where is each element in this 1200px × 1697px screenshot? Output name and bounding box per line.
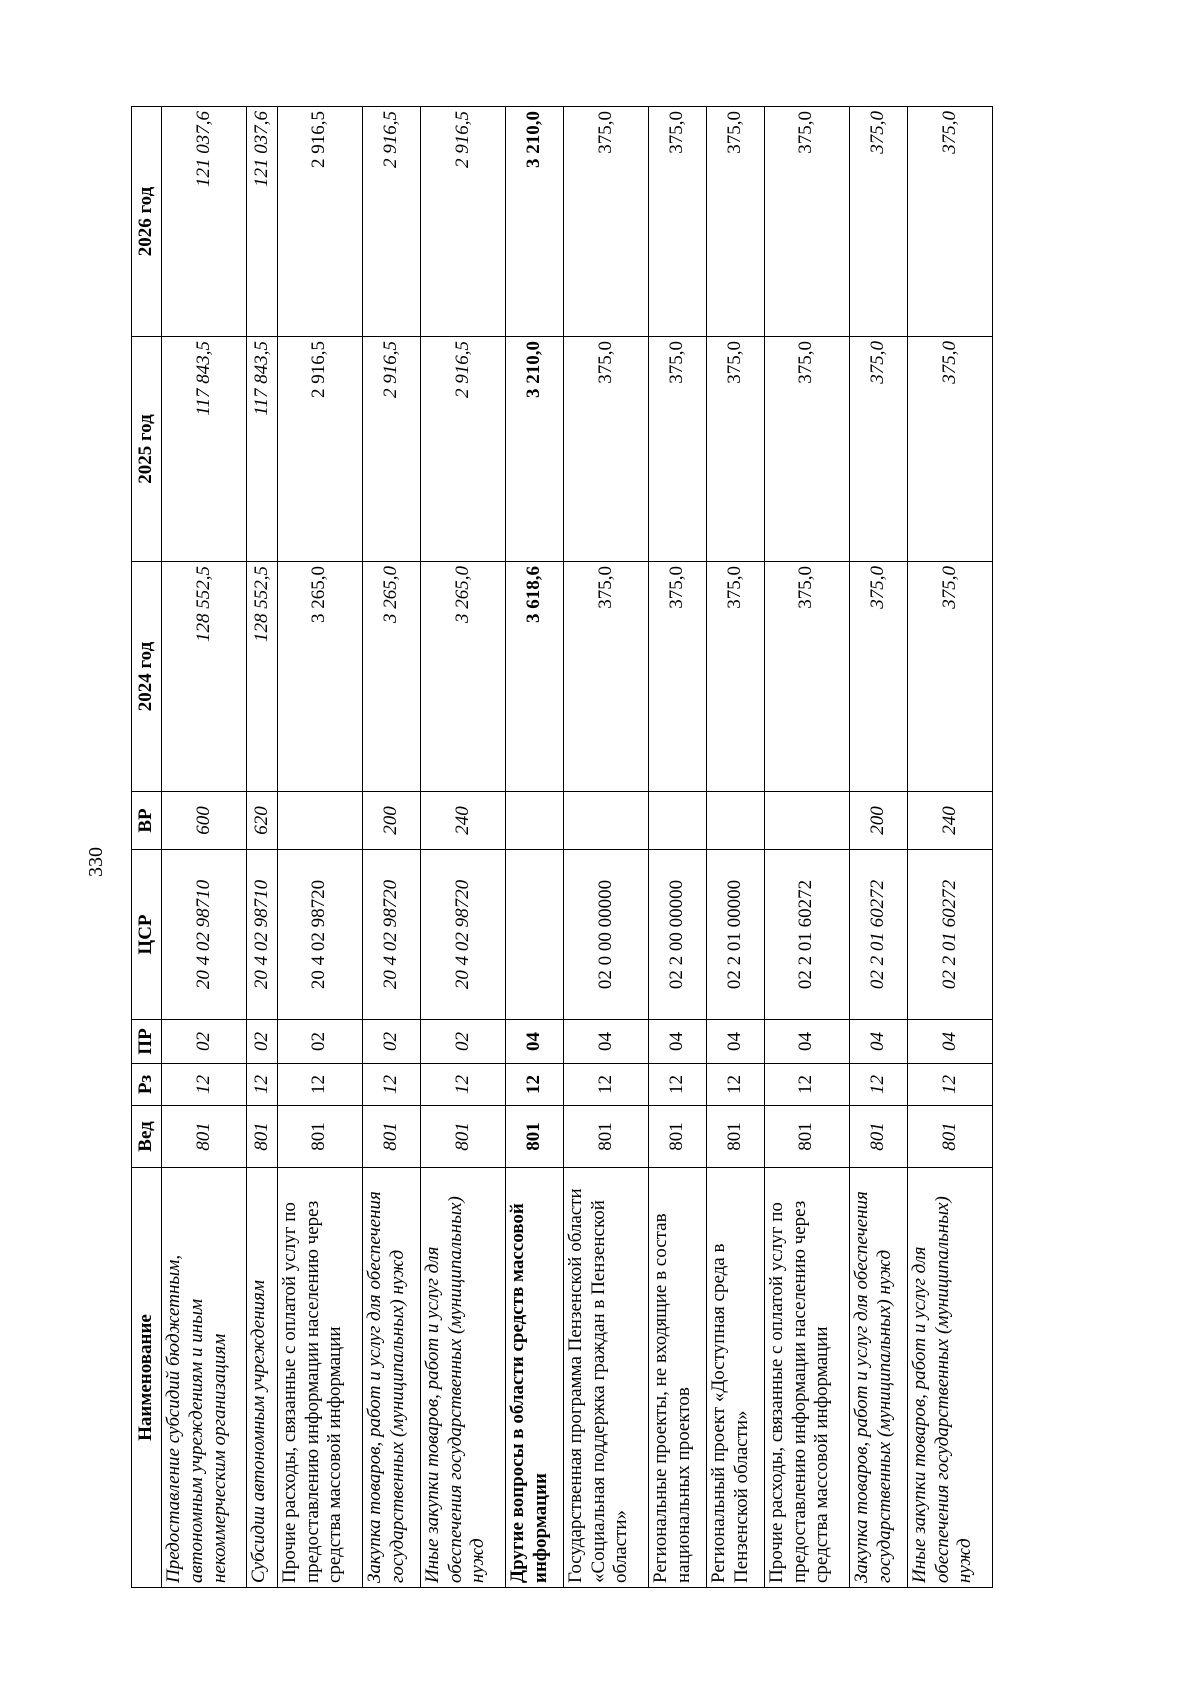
cell-name: Закупка товаров, работ и услуг для обеспечения государственных (муниципальных) нужд <box>362 1168 420 1588</box>
cell-ved: 801 <box>162 1106 247 1168</box>
cell-ved: 801 <box>849 1106 907 1168</box>
cell-2025: 375,0 <box>849 337 907 562</box>
header-name: Наименование <box>132 1168 162 1588</box>
header-rz: Рз <box>132 1064 162 1106</box>
cell-vr <box>563 792 648 850</box>
header-2026: 2026 год <box>132 107 162 337</box>
cell-csr: 02 0 00 00000 <box>563 850 648 1020</box>
cell-pr: 02 <box>420 1020 505 1064</box>
cell-pr: 02 <box>247 1020 278 1064</box>
cell-2025: 375,0 <box>764 337 849 562</box>
cell-2024: 375,0 <box>563 562 648 792</box>
cell-2024: 128 552,5 <box>162 562 247 792</box>
cell-2024: 375,0 <box>648 562 706 792</box>
cell-vr: 620 <box>247 792 278 850</box>
cell-2026: 375,0 <box>764 107 849 337</box>
cell-rz: 12 <box>764 1064 849 1106</box>
cell-2025: 375,0 <box>563 337 648 562</box>
table-header <box>132 107 162 1588</box>
cell-2025: 375,0 <box>648 337 706 562</box>
cell-2025: 2 916,5 <box>420 337 505 562</box>
cell-name: Другие вопросы в области средств массовой информации <box>505 1168 563 1588</box>
cell-rz: 12 <box>362 1064 420 1106</box>
cell-rz: 12 <box>849 1064 907 1106</box>
cell-name: Прочие расходы, связанные с оплатой услуг по предоставлению информации населению через средства массовой информации <box>764 1168 849 1588</box>
cell-pr: 04 <box>648 1020 706 1064</box>
table-row <box>907 107 992 1588</box>
table-row <box>247 107 278 1588</box>
cell-2024: 375,0 <box>907 562 992 792</box>
table-row <box>706 107 764 1588</box>
cell-vr <box>277 792 362 850</box>
table-row <box>849 107 907 1588</box>
cell-csr: 20 4 02 98720 <box>362 850 420 1020</box>
cell-pr: 02 <box>362 1020 420 1064</box>
cell-name: Прочие расходы, связанные с оплатой услуг по предоставлению информации населению через средства массовой информации <box>277 1168 362 1588</box>
cell-name: Государственная программа Пензенской области «Социальная поддержка граждан в Пензенской области» <box>563 1168 648 1588</box>
cell-2025: 2 916,5 <box>362 337 420 562</box>
cell-2025: 2 916,5 <box>277 337 362 562</box>
cell-2025: 375,0 <box>706 337 764 562</box>
cell-ved: 801 <box>362 1106 420 1168</box>
cell-pr: 02 <box>277 1020 362 1064</box>
cell-2024: 3 265,0 <box>277 562 362 792</box>
cell-pr: 04 <box>505 1020 563 1064</box>
cell-vr: 240 <box>907 792 992 850</box>
cell-ved: 801 <box>648 1106 706 1168</box>
cell-vr <box>505 792 563 850</box>
cell-vr <box>764 792 849 850</box>
cell-name: Закупка товаров, работ и услуг для обеспечения государственных (муниципальных) нужд <box>849 1168 907 1588</box>
cell-rz: 12 <box>420 1064 505 1106</box>
cell-2026: 375,0 <box>907 107 992 337</box>
cell-2026: 3 210,0 <box>505 107 563 337</box>
cell-pr: 04 <box>764 1020 849 1064</box>
header-2025: 2025 год <box>132 337 162 562</box>
cell-csr: 20 4 02 98720 <box>277 850 362 1020</box>
cell-pr: 04 <box>907 1020 992 1064</box>
cell-2024: 375,0 <box>849 562 907 792</box>
cell-2024: 3 618,6 <box>505 562 563 792</box>
cell-ved: 801 <box>706 1106 764 1168</box>
cell-2025: 117 843,5 <box>247 337 278 562</box>
cell-name: Предоставление субсидий бюджетным, автономным учреждениям и иным некоммерческим организациям <box>162 1168 247 1588</box>
rotated-table-container <box>131 107 993 1588</box>
header-vr: ВР <box>132 792 162 850</box>
cell-2026: 375,0 <box>849 107 907 337</box>
cell-rz: 12 <box>162 1064 247 1106</box>
cell-2025: 3 210,0 <box>505 337 563 562</box>
cell-2026: 2 916,5 <box>362 107 420 337</box>
cell-2025: 117 843,5 <box>162 337 247 562</box>
table-row <box>648 107 706 1588</box>
cell-csr: 20 4 02 98720 <box>420 850 505 1020</box>
cell-csr: 02 2 01 60272 <box>907 850 992 1020</box>
cell-rz: 12 <box>706 1064 764 1106</box>
table-row <box>764 107 849 1588</box>
cell-vr <box>648 792 706 850</box>
budget-table <box>131 106 993 1588</box>
table-row <box>420 107 505 1588</box>
cell-rz: 12 <box>648 1064 706 1106</box>
cell-rz: 12 <box>563 1064 648 1106</box>
cell-vr: 200 <box>849 792 907 850</box>
header-ved: Вед <box>132 1106 162 1168</box>
header-row <box>132 107 162 1588</box>
cell-ved: 801 <box>563 1106 648 1168</box>
header-csr: ЦСР <box>132 850 162 1020</box>
cell-2024: 128 552,5 <box>247 562 278 792</box>
cell-ved: 801 <box>505 1106 563 1168</box>
cell-rz: 12 <box>277 1064 362 1106</box>
cell-name: Иные закупки товаров, работ и услуг для обеспечения государственных (муниципальных) нужд <box>907 1168 992 1588</box>
cell-rz: 12 <box>907 1064 992 1106</box>
cell-2026: 375,0 <box>706 107 764 337</box>
cell-ved: 801 <box>277 1106 362 1168</box>
cell-vr: 200 <box>362 792 420 850</box>
cell-2024: 3 265,0 <box>420 562 505 792</box>
cell-csr <box>505 850 563 1020</box>
cell-name: Региональный проект «Доступная среда в Пензенской области» <box>706 1168 764 1588</box>
table-row <box>162 107 247 1588</box>
cell-csr: 02 2 01 00000 <box>706 850 764 1020</box>
cell-pr: 04 <box>849 1020 907 1064</box>
table-row <box>277 107 362 1588</box>
cell-2026: 375,0 <box>563 107 648 337</box>
cell-2024: 375,0 <box>706 562 764 792</box>
cell-vr: 600 <box>162 792 247 850</box>
header-pr: ПР <box>132 1020 162 1064</box>
cell-ved: 801 <box>764 1106 849 1168</box>
cell-name: Субсидии автономным учреждениям <box>247 1168 278 1588</box>
cell-ved: 801 <box>907 1106 992 1168</box>
table-row <box>563 107 648 1588</box>
cell-2026: 121 037,6 <box>162 107 247 337</box>
cell-2024: 375,0 <box>764 562 849 792</box>
cell-vr <box>706 792 764 850</box>
table-row <box>362 107 420 1588</box>
cell-2026: 121 037,6 <box>247 107 278 337</box>
cell-pr: 04 <box>706 1020 764 1064</box>
table-row <box>505 107 563 1588</box>
cell-csr: 20 4 02 98710 <box>162 850 247 1020</box>
cell-csr: 02 2 01 60272 <box>849 850 907 1020</box>
page-number: 330 <box>85 847 107 877</box>
cell-2024: 3 265,0 <box>362 562 420 792</box>
cell-pr: 04 <box>563 1020 648 1064</box>
cell-name: Региональные проекты, не входящие в состав национальных проектов <box>648 1168 706 1588</box>
cell-csr: 02 2 00 00000 <box>648 850 706 1020</box>
header-2024: 2024 год <box>132 562 162 792</box>
table-body <box>162 107 993 1588</box>
cell-rz: 12 <box>505 1064 563 1106</box>
cell-ved: 801 <box>420 1106 505 1168</box>
cell-name: Иные закупки товаров, работ и услуг для обеспечения государственных (муниципальных) нужд <box>420 1168 505 1588</box>
cell-pr: 02 <box>162 1020 247 1064</box>
cell-2026: 2 916,5 <box>277 107 362 337</box>
cell-2026: 375,0 <box>648 107 706 337</box>
cell-2026: 2 916,5 <box>420 107 505 337</box>
cell-ved: 801 <box>247 1106 278 1168</box>
cell-2025: 375,0 <box>907 337 992 562</box>
cell-csr: 20 4 02 98710 <box>247 850 278 1020</box>
cell-rz: 12 <box>247 1064 278 1106</box>
cell-csr: 02 2 01 60272 <box>764 850 849 1020</box>
cell-vr: 240 <box>420 792 505 850</box>
